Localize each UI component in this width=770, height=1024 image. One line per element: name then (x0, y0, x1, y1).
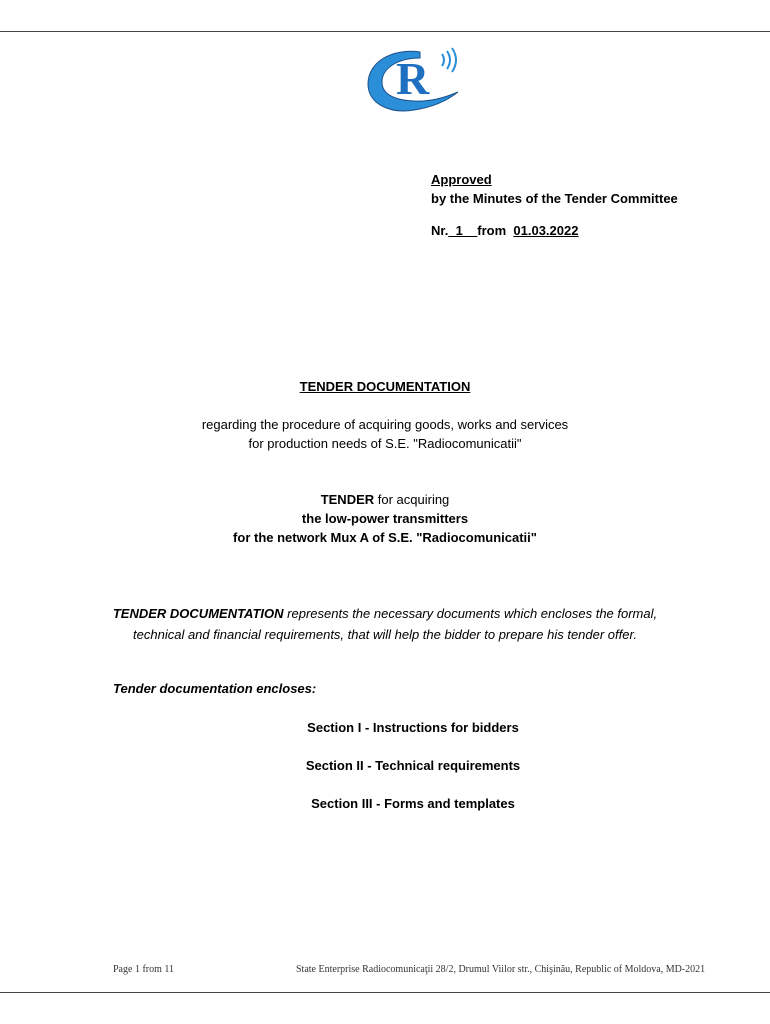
regarding-line-2: for production needs of S.E. "Radiocomunicatii" (248, 436, 522, 451)
company-logo (362, 44, 466, 116)
represents-line-2: technical and financial requirements, that will help the bidder to prepare his tender offer. (133, 627, 637, 642)
footer-address: State Enterprise Radiocomunicaţii 28/2, Drumul Viilor str., Chişinău, Republic of Moldova, MD-2021 (296, 964, 706, 975)
top-rule (0, 31, 770, 32)
tender-word: TENDER (320, 492, 375, 507)
regarding-line-1: regarding the procedure of acquiring goods, works and services (201, 417, 569, 432)
regarding-text (0, 415, 770, 453)
document-title: TENDER DOCUMENTATION (299, 379, 471, 394)
nr-value: _1__ (448, 223, 478, 238)
radio-waves-icon (442, 48, 456, 72)
section-item: Section I - Instructions for bidders (307, 720, 519, 735)
tender-line-1 (0, 490, 770, 509)
approval-date: 01.03.2022 (513, 223, 579, 238)
tender-subject (0, 490, 770, 547)
logo-r-letter: R (396, 53, 430, 104)
represents-rest: represents the necessary documents which encloses the formal, (283, 606, 658, 621)
section-item: Section II - Technical requirements (305, 758, 521, 773)
approved-label: Approved (431, 172, 492, 187)
minutes-number-line (431, 221, 678, 240)
section-item: Section III - Forms and templates (311, 796, 515, 811)
bottom-rule (0, 992, 770, 993)
section-list (0, 718, 770, 832)
page-number: Page 1 from 11 (113, 964, 175, 975)
approval-block (431, 170, 678, 240)
represents-line-1 (0, 603, 770, 624)
encloses-label: Tender documentation encloses: (113, 681, 317, 696)
tender-rest: for acquiring (374, 492, 450, 507)
represents-paragraph (0, 603, 770, 645)
tender-line-3: for the network Mux A of S.E. "Radiocomunicatii" (233, 530, 537, 545)
from-label: from (477, 223, 507, 238)
tender-line-2: the low-power transmitters (301, 511, 469, 526)
minutes-label: by the Minutes of the Tender Committee (431, 191, 678, 206)
represents-bold: TENDER DOCUMENTATION (112, 606, 284, 621)
nr-prefix: Nr. (431, 223, 449, 238)
